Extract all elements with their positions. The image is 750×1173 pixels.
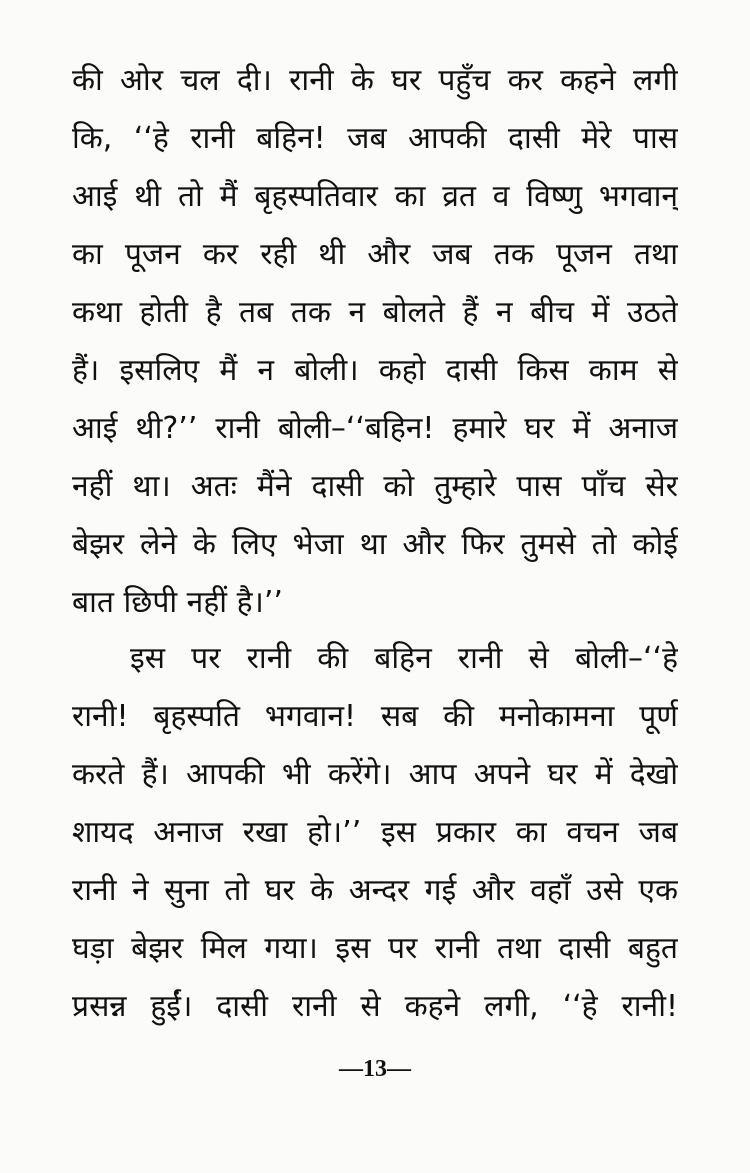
text-line: घड़ा बेझर मिल गया। इस पर रानी तथा दासी बहुत [72, 931, 678, 966]
text-line: आई थी?’’ रानी बोली–‘‘बहिन! हमारे घर में अनाज [72, 411, 678, 446]
text-line: नहीं था। अतः मैंने दासी को तुम्हारे पास पाँच सेर [72, 469, 678, 504]
text-line: की ओर चल दी। रानी के घर पहुँच कर कहने लगी [72, 63, 678, 98]
text-line: हैं। इसलिए मैं न बोली। कहो दासी किस काम से [72, 353, 678, 388]
text-line: बात छिपी नहीं है।’’ [72, 585, 283, 620]
paragraph-2 [72, 630, 678, 1036]
text-line: इस पर रानी की बहिन रानी से बोली–‘‘हे [130, 641, 678, 676]
text-line: कि, ‘‘हे रानी बहिन! जब आपकी दासी मेरे पास [72, 121, 678, 156]
text-line: रानी! बृहस्पति भगवान! सब की मनोकामना पूर्ण [72, 699, 678, 734]
text-line: रानी ने सुना तो घर के अन्दर गई और वहाँ उसे एक [72, 873, 678, 908]
text-line: बेझर लेने के लिए भेजा था और फिर तुमसे तो कोई [72, 527, 678, 562]
text-line: कथा होती है तब तक न बोलते हैं न बीच में उठते [72, 295, 678, 330]
text-line: प्रसन्न हुईं। दासी रानी से कहने लगी, ‘‘हे रानी! [72, 989, 678, 1024]
page-number: —13— [339, 1056, 411, 1082]
text-line: करते हैं। आपकी भी करेंगे। आप अपने घर में देखो [72, 757, 678, 792]
text-line: शायद अनाज रखा हो।’’ इस प्रकार का वचन जब [72, 815, 678, 850]
paragraph-1 [72, 52, 678, 632]
text-line: आई थी तो मैं बृहस्पतिवार का व्रत व विष्णु भगवान् [72, 179, 678, 214]
text-line: का पूजन कर रही थी और जब तक पूजन तथा [72, 237, 678, 272]
